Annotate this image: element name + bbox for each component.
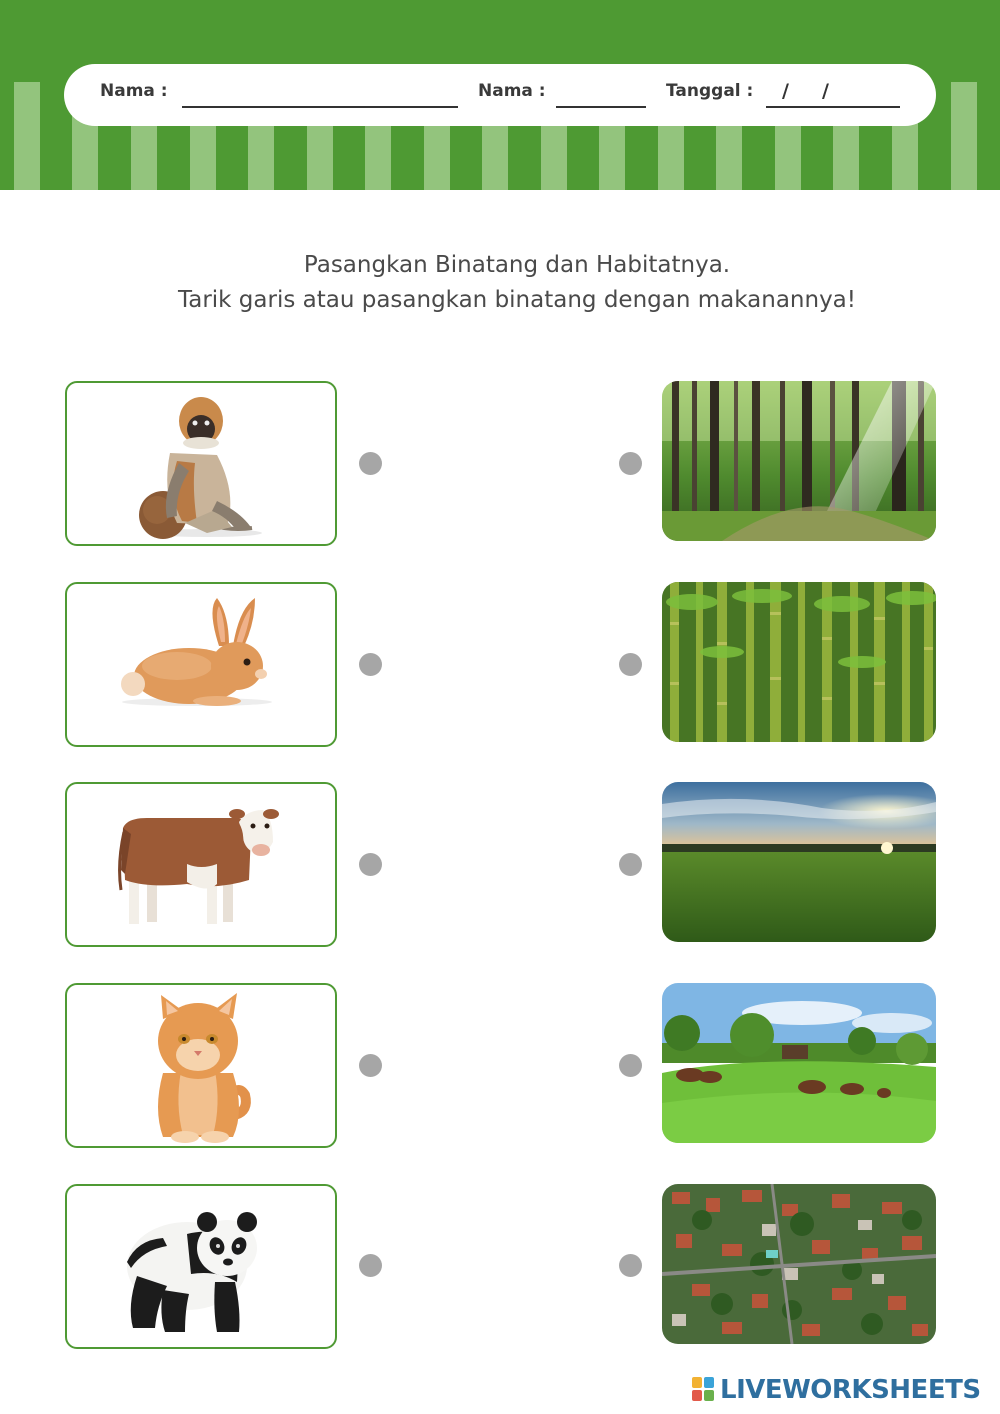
habitat-dot-3[interactable]: [619, 853, 642, 876]
habitat-card-city[interactable]: [662, 1184, 936, 1344]
header-stripe: [14, 82, 40, 190]
name-field-1[interactable]: [182, 106, 458, 108]
habitat-card-bamboo-forest[interactable]: [662, 582, 936, 742]
habitat-dot-2[interactable]: [619, 653, 642, 676]
cat-icon: [67, 985, 335, 1146]
animal-dot-4[interactable]: [359, 1054, 382, 1077]
animal-card-cat[interactable]: [65, 983, 337, 1148]
animal-card-rabbit[interactable]: [65, 582, 337, 747]
meadow-icon: [662, 782, 936, 942]
instruction-title: Pasangkan Binatang dan Habitatnya.: [303, 252, 731, 278]
date-field[interactable]: [766, 106, 900, 108]
habitat-dot-5[interactable]: [619, 1254, 642, 1277]
forest-icon: [662, 381, 936, 541]
rabbit-icon: [67, 584, 335, 745]
habitat-dot-4[interactable]: [619, 1054, 642, 1077]
habitat-card-forest[interactable]: [662, 381, 936, 541]
animal-dot-2[interactable]: [359, 653, 382, 676]
logo-text: LIVEWORKSHEETS: [720, 1375, 981, 1405]
city-icon: [662, 1184, 936, 1344]
liveworksheets-logo: [692, 1374, 981, 1406]
habitat-dot-1[interactable]: [619, 452, 642, 475]
panda-icon: [67, 1186, 335, 1347]
animal-card-monkey[interactable]: [65, 381, 337, 546]
header-stripe: [951, 82, 977, 190]
name-label-1: Nama :: [100, 81, 168, 101]
animal-card-panda[interactable]: [65, 1184, 337, 1349]
animal-dot-5[interactable]: [359, 1254, 382, 1277]
date-label: Tanggal :: [666, 81, 754, 101]
liveworksheets-logo-icon: [692, 1377, 716, 1403]
pasture-icon: [662, 983, 936, 1143]
name-label-2: Nama :: [478, 81, 546, 101]
bamboo-icon: [662, 582, 936, 742]
date-separator-2: /: [822, 80, 829, 102]
animal-dot-1[interactable]: [359, 452, 382, 475]
animal-dot-3[interactable]: [359, 853, 382, 876]
monkey-icon: [67, 383, 335, 544]
instruction-subtitle: Tarik garis atau pasangkan binatang dengan makanannya!: [177, 287, 857, 313]
date-separator-1: /: [782, 80, 789, 102]
habitat-card-pasture[interactable]: [662, 983, 936, 1143]
cow-icon: [67, 784, 335, 945]
name-field-2[interactable]: [556, 106, 646, 108]
habitat-card-meadow[interactable]: [662, 782, 936, 942]
animal-card-cow[interactable]: [65, 782, 337, 947]
